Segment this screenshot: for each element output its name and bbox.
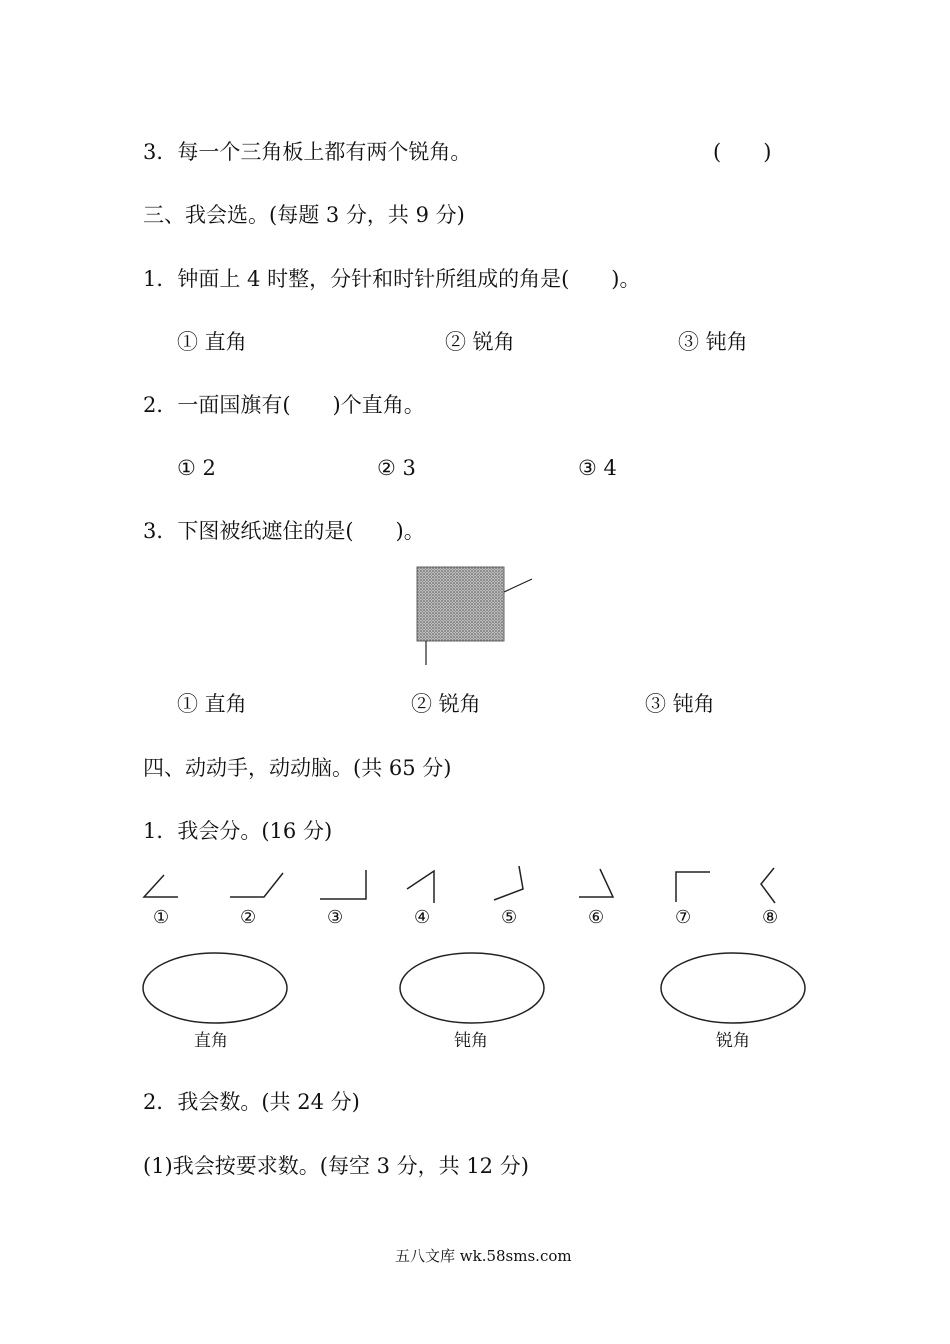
question-text: 1．钟面上 4 时整，分针和时针所组成的角是( )。	[143, 267, 641, 291]
answer-blank[interactable]: ( )	[713, 140, 772, 164]
question-text: 1．我会分。(16 分)	[143, 819, 333, 843]
group-label-right-angle: 直角	[194, 1031, 228, 1051]
angle-1	[144, 875, 178, 897]
group-ellipse-acute-angle[interactable]	[661, 953, 805, 1023]
option-2[interactable]: ② 锐角	[411, 692, 481, 716]
question-text: 3．下图被纸遮住的是( )。	[143, 519, 425, 543]
option-3[interactable]: ③ 钝角	[645, 692, 715, 716]
option-1[interactable]: ① 直角	[177, 692, 247, 716]
question-text: 2．我会数。(共 24 分)	[143, 1090, 360, 1114]
angle-7	[676, 872, 710, 902]
option-2[interactable]: ② 锐角	[445, 330, 515, 354]
question-text: (1)我会按要求数。(每空 3 分，共 12 分)	[143, 1154, 529, 1178]
angle-label-6: ⑥	[588, 907, 605, 928]
group-ellipse-right-angle[interactable]	[143, 953, 287, 1023]
group-label-obtuse-angle: 钝角	[454, 1031, 488, 1051]
option-2[interactable]: ② 3	[377, 456, 416, 480]
angle-3	[320, 870, 366, 899]
angle-label-3: ③	[327, 907, 344, 928]
angle-label-5: ⑤	[501, 907, 518, 928]
angle-6	[579, 869, 613, 897]
group-ellipse-obtuse-angle[interactable]	[400, 953, 544, 1023]
footer-watermark: 五八文库 wk.58sms.com	[395, 1247, 572, 1265]
angle-ray-top	[504, 579, 532, 592]
angle-label-8: ⑧	[762, 907, 779, 928]
option-3[interactable]: ③ 4	[578, 456, 617, 480]
option-3[interactable]: ③ 钝角	[678, 330, 748, 354]
section-title: 三、我会选。(每题 3 分，共 9 分)	[143, 203, 465, 227]
section-title: 四、动动手，动动脑。(共 65 分)	[143, 756, 452, 780]
angle-4	[407, 871, 434, 903]
question-text: 2．一面国旗有( )个直角。	[143, 393, 425, 417]
paper-cover	[417, 567, 504, 641]
angle-label-7: ⑦	[675, 907, 692, 928]
angle-label-2: ②	[240, 907, 257, 928]
angle-8	[761, 868, 775, 903]
question-text: 3．每一个三角板上都有两个锐角。	[143, 140, 472, 164]
option-1[interactable]: ① 2	[177, 456, 216, 480]
angle-2	[230, 873, 283, 897]
group-label-acute-angle: 锐角	[716, 1031, 750, 1051]
option-1[interactable]: ① 直角	[177, 330, 247, 354]
angle-label-4: ④	[414, 907, 431, 928]
angle-label-1: ①	[153, 907, 170, 928]
angle-5	[494, 866, 523, 900]
